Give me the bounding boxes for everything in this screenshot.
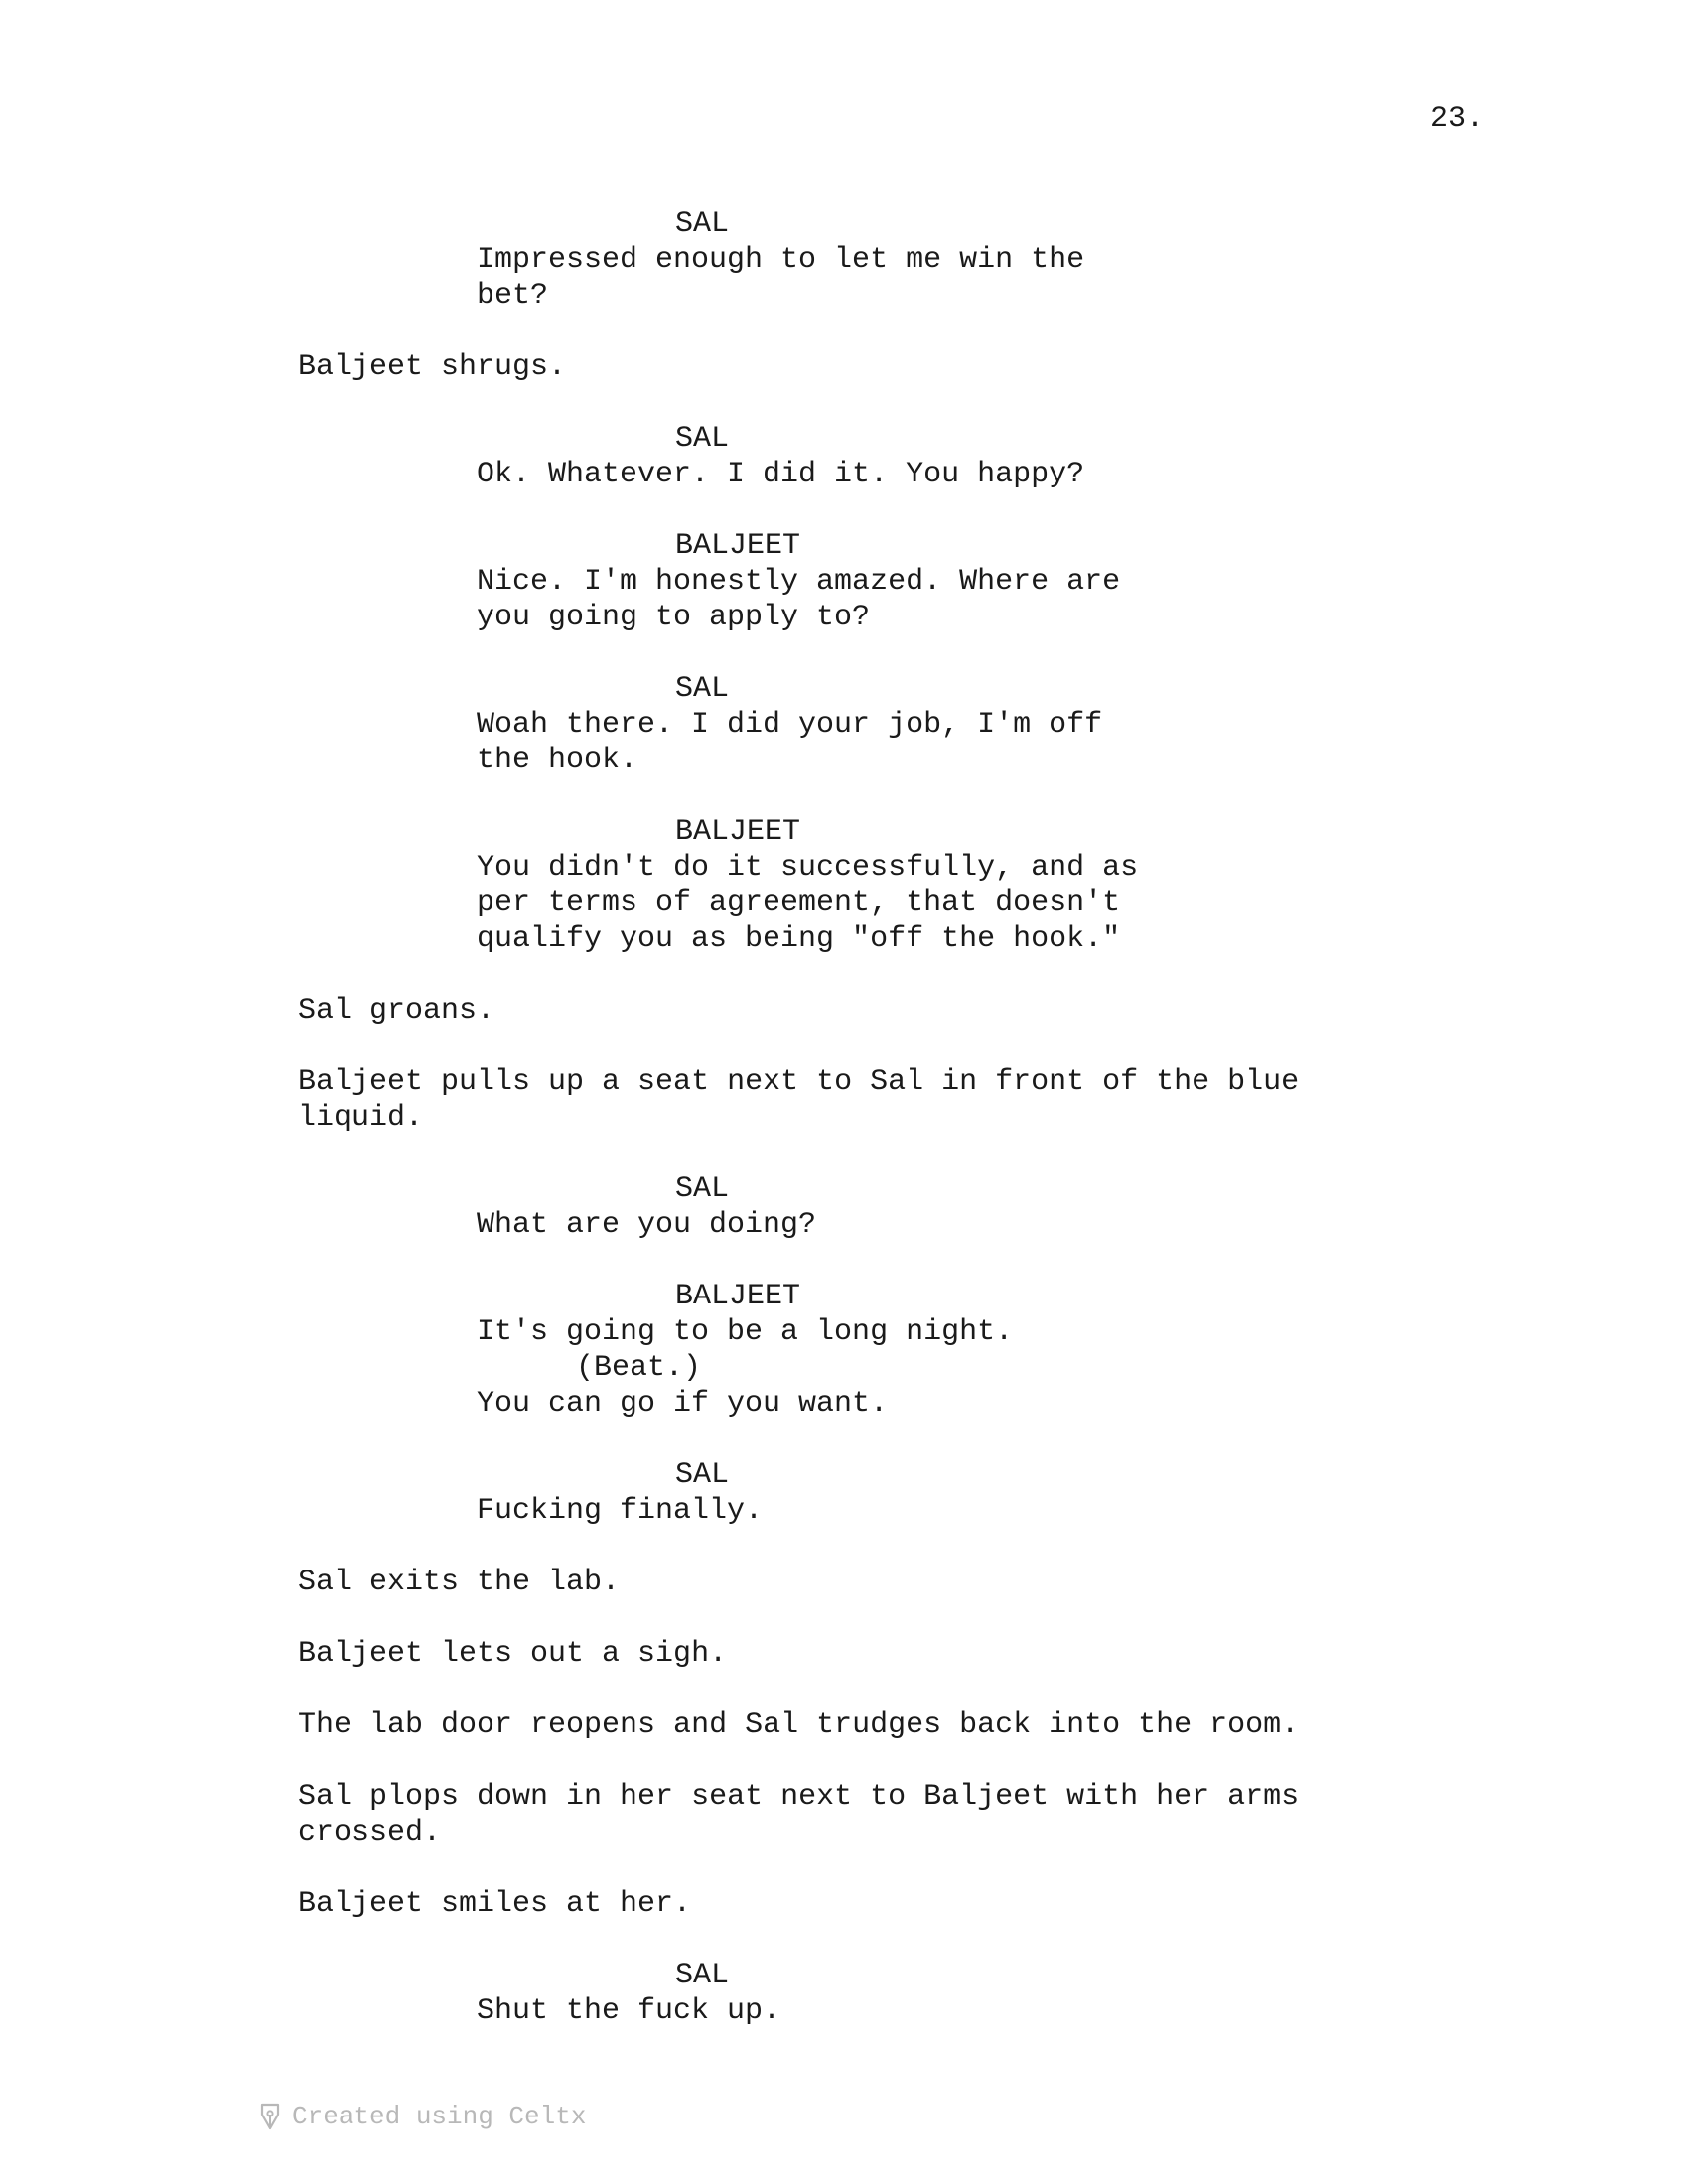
script-action: The lab door reopens and Sal trudges back into the room. <box>298 1708 1300 1742</box>
page-number: 23. <box>1430 102 1484 136</box>
script-dialogue: Impressed enough to let me win the bet? <box>477 243 1085 313</box>
footer <box>258 2101 586 2132</box>
script-character: BALJEET <box>675 529 801 563</box>
script-dialogue: It's going to be a long night. <box>477 1315 1014 1349</box>
script-body <box>298 206 1430 2065</box>
script-dialogue: Woah there. I did your job, I'm off the hook. <box>477 708 1103 777</box>
script-character: BALJEET <box>675 815 801 849</box>
script-dialogue: You can go if you want. <box>477 1387 889 1421</box>
script-action: Sal groans. <box>298 994 495 1027</box>
script-character: SAL <box>675 1172 730 1206</box>
script-action: Baljeet shrugs. <box>298 350 567 384</box>
celtx-pen-icon <box>258 2101 282 2132</box>
script-dialogue: What are you doing? <box>477 1208 817 1242</box>
script-character: SAL <box>675 1959 730 1992</box>
script-action: Baljeet smiles at her. <box>298 1887 692 1921</box>
script-character: SAL <box>675 672 730 706</box>
script-dialogue: You didn't do it successfully, and as per terms of agreement, that doesn't qualify you as being "off the hook." <box>477 851 1139 956</box>
script-character: SAL <box>675 422 730 456</box>
script-action: Sal plops down in her seat next to Baljeet with her arms crossed. <box>298 1780 1300 1849</box>
script-character: SAL <box>675 207 730 241</box>
script-character: BALJEET <box>675 1280 801 1313</box>
script-paren: (Beat.) <box>576 1351 702 1385</box>
script-dialogue: Ok. Whatever. I did it. You happy? <box>477 458 1085 491</box>
script-character: SAL <box>675 1458 730 1492</box>
script-dialogue: Nice. I'm honestly amazed. Where are you going to apply to? <box>477 565 1121 634</box>
footer-text: Created using Celtx <box>292 2102 587 2131</box>
script-dialogue: Fucking finally. <box>477 1494 764 1528</box>
script-dialogue: Shut the fuck up. <box>477 1994 781 2028</box>
script-action: Sal exits the lab. <box>298 1566 621 1599</box>
script-action: Baljeet pulls up a seat next to Sal in front of the blue liquid. <box>298 1065 1300 1135</box>
script-action: Baljeet lets out a sigh. <box>298 1637 728 1671</box>
